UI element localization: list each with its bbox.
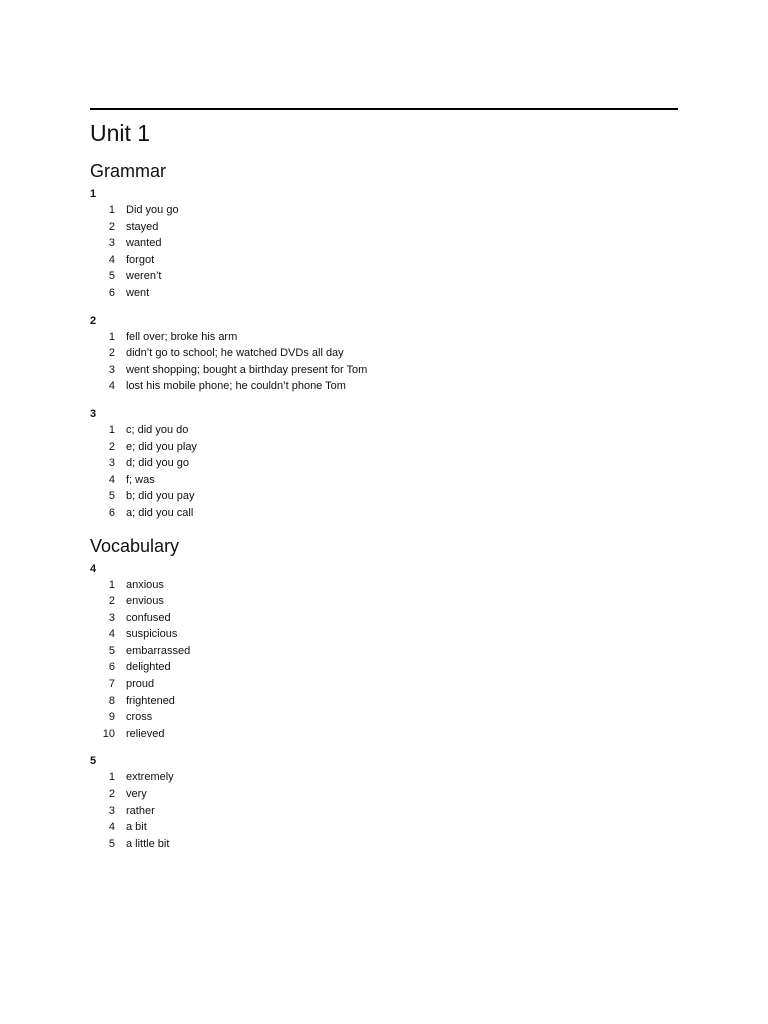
answer-item-number: 9 bbox=[108, 711, 115, 724]
exercise-number: 1 bbox=[90, 188, 97, 200]
answer-item-number: 2 bbox=[108, 347, 115, 360]
answer-item bbox=[90, 472, 678, 489]
answer-item-number: 4 bbox=[108, 253, 115, 266]
answer-item-number: 3 bbox=[108, 611, 115, 624]
exercise-number: 3 bbox=[90, 407, 97, 420]
answer-item-text: cross bbox=[126, 711, 153, 724]
answer-item-text: b; did you pay bbox=[126, 490, 195, 503]
answer-item bbox=[90, 577, 678, 594]
grammar-exercises bbox=[90, 187, 678, 522]
answer-item-number: 4 bbox=[108, 821, 115, 834]
answer-item-text: confused bbox=[126, 611, 171, 624]
answer-item-text: extremely bbox=[126, 771, 174, 784]
answer-key-page bbox=[90, 108, 678, 852]
answer-item-number: 2 bbox=[108, 595, 115, 608]
answer-item bbox=[90, 610, 678, 627]
answer-item-number: 7 bbox=[108, 678, 115, 691]
answer-list bbox=[90, 422, 678, 522]
answer-item-number: 3 bbox=[108, 457, 115, 470]
answer-list bbox=[90, 577, 678, 743]
answer-item bbox=[90, 378, 678, 395]
answer-item-text: Did you go bbox=[126, 204, 179, 216]
answer-item bbox=[90, 693, 678, 710]
answer-item-text: delighted bbox=[126, 661, 171, 674]
exercise-gap bbox=[90, 395, 678, 402]
answer-item-text: embarrassed bbox=[126, 644, 191, 657]
answer-item-number: 8 bbox=[108, 694, 115, 707]
answer-list bbox=[90, 202, 678, 302]
exercise-number: 5 bbox=[90, 755, 97, 768]
answer-item bbox=[90, 803, 678, 820]
answer-item-text: weren’t bbox=[126, 270, 162, 283]
answer-item bbox=[90, 488, 678, 505]
answer-item-text: proud bbox=[126, 678, 155, 691]
answer-item bbox=[90, 345, 678, 362]
exercise bbox=[90, 187, 678, 302]
answer-item-number: 1 bbox=[108, 423, 115, 436]
answer-item bbox=[90, 268, 678, 285]
answer-item-text: went bbox=[126, 286, 150, 299]
answer-item-text: relieved bbox=[126, 727, 165, 740]
answer-item-text: lost his mobile phone; he couldn’t phone Tom bbox=[126, 380, 346, 393]
answer-item bbox=[90, 726, 678, 743]
answer-item-text: envious bbox=[126, 595, 164, 608]
answer-item-text: a bit bbox=[126, 821, 147, 834]
answer-item bbox=[90, 676, 678, 693]
answer-item bbox=[90, 505, 678, 522]
unit-title: Unit 1 bbox=[90, 120, 151, 146]
answer-item bbox=[90, 422, 678, 439]
answer-item bbox=[90, 362, 678, 379]
top-rule bbox=[90, 108, 678, 110]
exercise-number: 2 bbox=[90, 314, 97, 327]
answer-item-number: 6 bbox=[108, 661, 115, 674]
answer-item-number: 4 bbox=[108, 380, 115, 393]
answer-item bbox=[90, 455, 678, 472]
section-title-grammar: Grammar bbox=[90, 161, 166, 181]
answer-item-number: 3 bbox=[108, 237, 115, 250]
answer-item-number: 4 bbox=[108, 473, 115, 486]
answer-list bbox=[90, 329, 678, 395]
answer-item-text: went shopping; bought a birthday present for Tom bbox=[126, 363, 368, 376]
answer-item-number: 2 bbox=[108, 220, 115, 233]
answer-item-text: frightened bbox=[126, 694, 175, 707]
answer-item bbox=[90, 219, 678, 236]
answer-item bbox=[90, 643, 678, 660]
answer-item bbox=[90, 709, 678, 726]
answer-item-number: 5 bbox=[108, 837, 115, 850]
answer-item bbox=[90, 836, 678, 853]
answer-item bbox=[90, 659, 678, 676]
answer-item-text: a; did you call bbox=[126, 506, 194, 519]
answer-item-text: a little bit bbox=[126, 837, 170, 850]
answer-item-number: 3 bbox=[108, 804, 115, 817]
answer-item bbox=[90, 329, 678, 346]
answer-item-text: fell over; broke his arm bbox=[126, 330, 238, 343]
answer-item-number: 2 bbox=[108, 440, 115, 453]
answer-item-number: 6 bbox=[108, 506, 115, 519]
answer-item-text: c; did you do bbox=[126, 423, 189, 436]
answer-item-text: e; did you play bbox=[126, 440, 197, 453]
answer-item-number: 1 bbox=[108, 204, 115, 216]
answer-item-text: didn’t go to school; he watched DVDs all day bbox=[126, 347, 344, 360]
answer-item-number: 5 bbox=[108, 270, 115, 283]
answer-item-number: 5 bbox=[108, 490, 115, 503]
exercise bbox=[90, 314, 678, 395]
answer-item-text: wanted bbox=[126, 237, 162, 250]
answer-item-text: f; was bbox=[126, 473, 155, 486]
answer-item bbox=[90, 626, 678, 643]
answer-item-text: very bbox=[126, 788, 147, 801]
answer-item bbox=[90, 439, 678, 456]
exercise bbox=[90, 407, 678, 522]
answer-list bbox=[90, 769, 678, 852]
answer-item-number: 6 bbox=[108, 286, 115, 299]
answer-item-number: 5 bbox=[108, 644, 115, 657]
answer-item-text: anxious bbox=[126, 578, 164, 591]
answer-item bbox=[90, 202, 678, 219]
answer-item bbox=[90, 786, 678, 803]
exercise bbox=[90, 562, 678, 743]
answer-item-text: d; did you go bbox=[126, 457, 189, 470]
answer-item bbox=[90, 252, 678, 269]
answer-item-number: 1 bbox=[108, 578, 115, 591]
answer-item-text: suspicious bbox=[126, 628, 178, 641]
answer-item-number: 10 bbox=[102, 727, 115, 740]
answer-item-text: stayed bbox=[126, 220, 159, 233]
vocabulary-exercises bbox=[90, 562, 678, 853]
answer-item bbox=[90, 235, 678, 252]
answer-item-number: 1 bbox=[108, 330, 115, 343]
answer-item bbox=[90, 769, 678, 786]
answer-item-text: rather bbox=[126, 804, 155, 817]
answer-item-number: 1 bbox=[108, 771, 115, 784]
answer-item bbox=[90, 285, 678, 302]
answer-item-number: 4 bbox=[108, 628, 115, 641]
exercise-gap bbox=[90, 742, 678, 749]
section-title-vocabulary: Vocabulary bbox=[90, 535, 180, 556]
answer-item-number: 2 bbox=[108, 788, 115, 801]
answer-item-number: 3 bbox=[108, 363, 115, 376]
exercise bbox=[90, 754, 678, 852]
answer-item bbox=[90, 593, 678, 610]
exercise-gap bbox=[90, 302, 678, 309]
exercise-number: 4 bbox=[90, 562, 97, 575]
answer-item-text: forgot bbox=[126, 253, 155, 266]
answer-item bbox=[90, 819, 678, 836]
